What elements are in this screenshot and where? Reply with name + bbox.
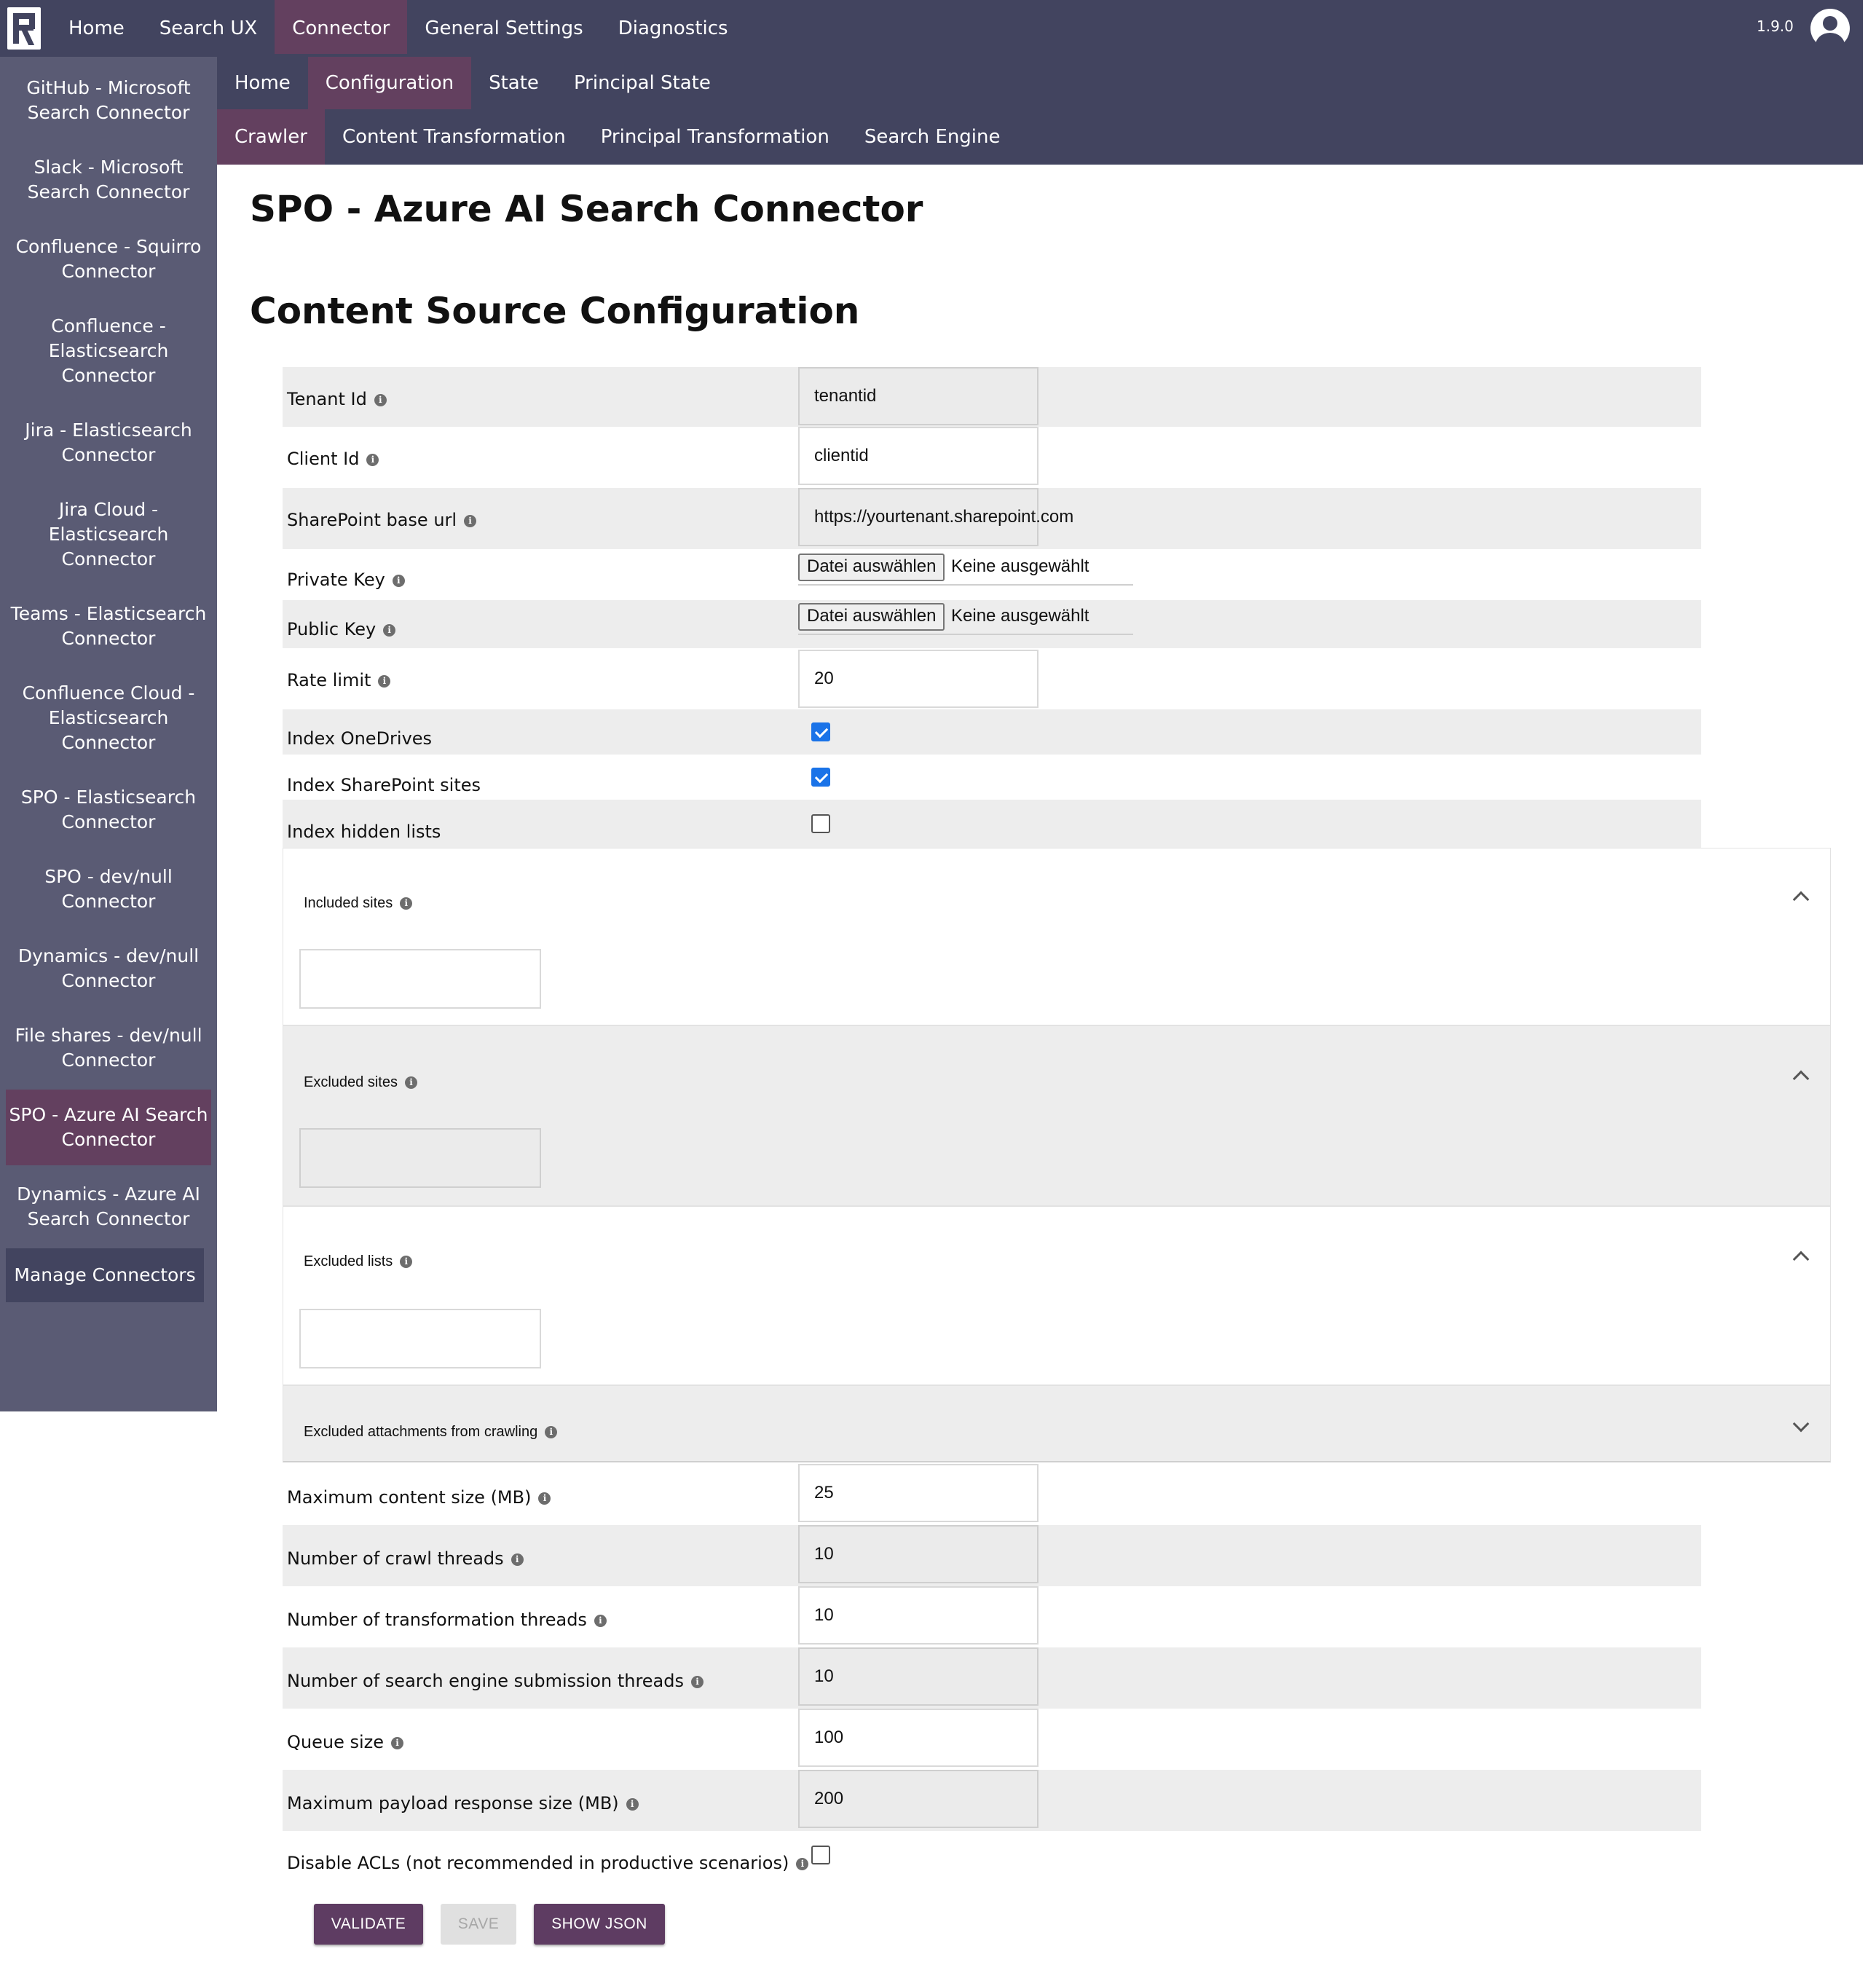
excluded-lists-input[interactable] [299, 1309, 541, 1368]
info-icon[interactable]: i [545, 1426, 557, 1438]
sidebar-item-spo-azure[interactable]: SPO - Azure AI Search Connector [6, 1090, 211, 1165]
index-onedrives-checkbox[interactable] [811, 722, 830, 741]
info-icon[interactable]: i [594, 1615, 607, 1627]
rate-limit-row [283, 650, 1701, 709]
info-icon[interactable]: i [366, 454, 379, 466]
chevron-down-icon[interactable] [1793, 1416, 1810, 1433]
private-key-file-status: Keine ausgewählt [951, 556, 1089, 576]
public-key-file-status: Keine ausgewählt [951, 606, 1089, 626]
queue-size-label: Queue size [287, 1732, 385, 1752]
subtab-crawler[interactable]: Crawler [217, 109, 325, 165]
info-icon[interactable]: i [383, 624, 395, 637]
public-key-row [283, 600, 1701, 648]
app-logo-icon[interactable] [7, 7, 41, 50]
info-icon[interactable]: i [378, 675, 390, 688]
index-sites-row [283, 755, 1701, 800]
index-sites-checkbox[interactable] [811, 768, 830, 787]
client-id-row [283, 427, 1701, 487]
excluded-attachments-label: Excluded attachments from crawling [304, 1424, 538, 1440]
private-key-choose-file-button[interactable]: Datei auswählen [798, 554, 945, 581]
tenant-id-label: Tenant Id [287, 389, 367, 409]
sidebar-item-confluence-cloud-elastic[interactable]: Confluence Cloud - Elasticsearch Connector [22, 682, 195, 753]
transform-threads-input[interactable]: 10 [798, 1586, 1038, 1645]
index-hidden-row [283, 800, 1701, 848]
subtab-content-transformation[interactable]: Content Transformation [342, 126, 566, 148]
excluded-attachments-panel[interactable] [283, 1385, 1831, 1462]
info-icon[interactable]: i [405, 1076, 417, 1089]
manage-connectors-button[interactable]: Manage Connectors [6, 1248, 204, 1302]
excluded-lists-label: Excluded lists [304, 1253, 393, 1269]
tab-home[interactable]: Home [234, 72, 291, 94]
submission-threads-label: Number of search engine submission threads [287, 1671, 685, 1691]
private-key-label: Private Key [287, 570, 385, 590]
index-hidden-label: Index hidden lists [287, 822, 441, 842]
submission-threads-row [283, 1647, 1701, 1709]
rate-limit-label: Rate limit [287, 670, 371, 690]
index-onedrives-label: Index OneDrives [287, 728, 433, 749]
chevron-up-icon[interactable] [1793, 891, 1810, 908]
info-icon[interactable]: i [393, 575, 405, 587]
max-content-label: Maximum content size (MB) [287, 1487, 532, 1508]
sidebar-item-dynamics-azure[interactable]: Dynamics - Azure AI Search Connector [17, 1184, 200, 1229]
info-icon[interactable]: i [400, 897, 412, 910]
connector-sidebar [0, 57, 217, 1411]
index-hidden-checkbox[interactable] [811, 814, 830, 833]
excluded-sites-panel [283, 1025, 1831, 1206]
included-sites-input[interactable] [299, 949, 541, 1009]
page-title: SPO - Azure AI Search Connector [250, 188, 923, 230]
tenant-id-row [283, 367, 1701, 427]
nav-connector[interactable]: Connector [275, 0, 407, 54]
info-icon[interactable]: i [538, 1492, 551, 1505]
sidebar-item-jira-cloud-elastic[interactable]: Jira Cloud - Elasticsearch Connector [48, 499, 169, 570]
top-navbar [0, 0, 1863, 57]
crawl-threads-row [283, 1525, 1701, 1586]
transform-threads-row [283, 1586, 1701, 1647]
max-payload-row [283, 1770, 1701, 1831]
index-sites-label: Index SharePoint sites [287, 775, 481, 795]
nav-general-settings[interactable]: General Settings [425, 17, 583, 39]
info-icon[interactable]: i [796, 1858, 808, 1870]
info-icon[interactable]: i [511, 1553, 524, 1566]
max-payload-input[interactable]: 200 [798, 1770, 1038, 1828]
tenant-id-input[interactable]: tenantid [798, 367, 1038, 425]
base-url-input[interactable]: https://yourtenant.sharepoint.com [798, 488, 1038, 546]
included-sites-panel [283, 848, 1831, 1025]
tab-principal-state[interactable]: Principal State [573, 72, 711, 94]
sidebar-item-confluence-elastic[interactable]: Confluence - Elasticsearch Connector [48, 315, 169, 386]
info-icon[interactable]: i [691, 1676, 704, 1688]
nav-home[interactable]: Home [68, 17, 125, 39]
public-key-file-field [798, 600, 1133, 635]
rate-limit-input[interactable]: 20 [798, 650, 1038, 708]
info-icon[interactable]: i [391, 1737, 403, 1749]
excluded-sites-input[interactable] [299, 1128, 541, 1188]
sidebar-item-spo-elastic[interactable]: SPO - Elasticsearch Connector [20, 787, 197, 832]
section-title: Content Source Configuration [250, 290, 860, 332]
subtab-search-engine[interactable]: Search Engine [864, 126, 1001, 148]
excluded-lists-panel [283, 1206, 1831, 1385]
crawl-threads-input[interactable]: 10 [798, 1525, 1038, 1583]
nav-search-ux[interactable]: Search UX [159, 17, 258, 39]
included-sites-label: Included sites [304, 895, 393, 911]
configuration-subtabs [217, 109, 1863, 165]
chevron-up-icon[interactable] [1793, 1071, 1810, 1087]
client-id-input[interactable]: clientid [798, 427, 1038, 485]
validate-button[interactable]: VALIDATE [314, 1904, 423, 1945]
main-nav [51, 0, 746, 54]
info-icon[interactable]: i [464, 515, 476, 527]
subtab-principal-transformation[interactable]: Principal Transformation [600, 126, 829, 148]
queue-size-row [283, 1709, 1701, 1770]
sidebar-item-slack-msft[interactable]: Slack - Microsoft Search Connector [27, 157, 190, 202]
disable-acls-row [283, 1831, 1701, 1889]
show-json-button[interactable]: SHOW JSON [534, 1904, 665, 1945]
client-id-label: Client Id [287, 449, 360, 469]
sidebar-item-confluence-squirro[interactable]: Confluence - Squirro Connector [15, 236, 202, 282]
sidebar-item-spo-devnull[interactable]: SPO - dev/null Connector [44, 866, 173, 912]
public-key-choose-file-button[interactable]: Datei auswählen [798, 603, 945, 631]
version-label: 1.9.0 [1757, 17, 1794, 35]
private-key-row [283, 551, 1701, 599]
sidebar-item-teams-elastic[interactable]: Teams - Elasticsearch Connector [10, 603, 207, 649]
info-icon[interactable]: i [374, 394, 387, 406]
max-payload-label: Maximum payload response size (MB) [287, 1793, 619, 1813]
public-key-label: Public Key [287, 619, 377, 639]
max-content-row [283, 1464, 1701, 1525]
queue-size-input[interactable]: 100 [798, 1709, 1038, 1767]
tab-state[interactable]: State [489, 72, 539, 94]
disable-acls-checkbox[interactable] [811, 1846, 830, 1864]
nav-diagnostics[interactable]: Diagnostics [618, 17, 728, 39]
sidebar-item-github-msft[interactable]: GitHub - Microsoft Search Connector [26, 77, 191, 123]
info-icon[interactable]: i [400, 1256, 412, 1268]
user-account-icon[interactable] [1810, 9, 1850, 48]
max-content-input[interactable]: 25 [798, 1464, 1038, 1522]
submission-threads-input[interactable]: 10 [798, 1647, 1038, 1706]
crawl-threads-label: Number of crawl threads [287, 1548, 504, 1569]
transform-threads-label: Number of transformation threads [287, 1610, 587, 1630]
tab-configuration[interactable]: Configuration [308, 57, 471, 109]
disable-acls-label: Disable ACLs (not recommended in productive scenarios) [287, 1853, 789, 1873]
connector-tabs [217, 57, 1863, 109]
index-onedrives-row [283, 709, 1701, 755]
base-url-row [283, 488, 1701, 549]
sidebar-item-dynamics-devnull[interactable]: Dynamics - dev/null Connector [17, 945, 200, 991]
private-key-file-field [798, 551, 1133, 586]
chevron-up-icon[interactable] [1793, 1251, 1810, 1268]
excluded-sites-label: Excluded sites [304, 1074, 398, 1090]
base-url-label: SharePoint base url [287, 510, 457, 530]
sidebar-item-jira-elastic[interactable]: Jira - Elasticsearch Connector [25, 420, 192, 465]
info-icon[interactable]: i [626, 1798, 639, 1811]
save-button[interactable]: SAVE [441, 1904, 516, 1945]
sidebar-item-fileshares-devnull[interactable]: File shares - dev/null Connector [15, 1025, 202, 1071]
